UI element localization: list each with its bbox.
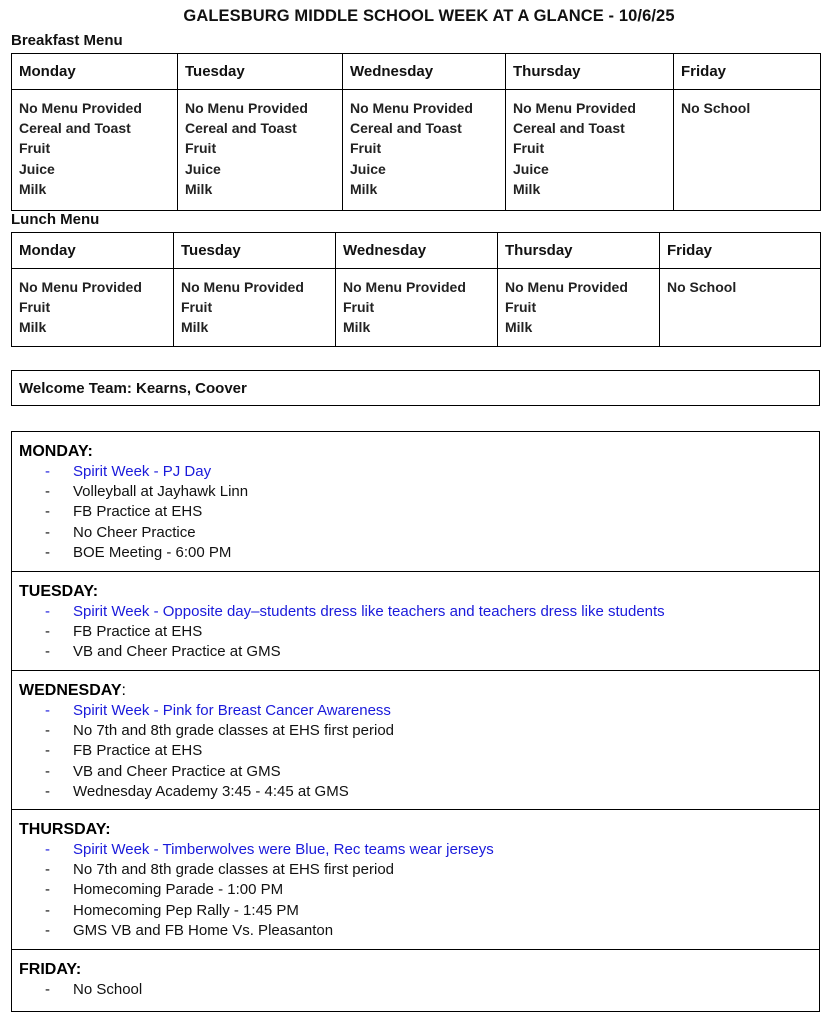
lunch-day-cell [174, 269, 336, 347]
bullet-dash: - [45, 782, 50, 800]
day-section [12, 949, 819, 1011]
breakfast-day-cell [506, 90, 674, 211]
breakfast-menu-item: Fruit [19, 140, 51, 157]
day-heading [19, 960, 819, 980]
event-list [19, 602, 819, 663]
event-text: VB and Cheer Practice at GMS [73, 762, 281, 780]
event-text: Spirit Week - Pink for Breast Cancer Awareness [73, 702, 391, 719]
breakfast-menu-item: Milk [350, 180, 378, 197]
event-item [19, 880, 819, 900]
lunch-menu-item: Milk [181, 319, 209, 336]
event-item [19, 462, 819, 482]
event-item [19, 543, 819, 563]
breakfast-menu-item: No Menu Provided [513, 100, 636, 116]
event-text: FB Practice at EHS [73, 742, 203, 760]
breakfast-menu-item: No Menu Provided [19, 100, 142, 116]
bullet-dash: - [45, 623, 50, 641]
bullet-dash: - [45, 921, 50, 939]
lunch-menu-item: No Menu Provided [343, 279, 466, 295]
breakfast-menu-item: Juice [185, 160, 221, 177]
event-text: VB and Cheer Practice at GMS [73, 643, 281, 661]
lunch-menu-item: Milk [343, 319, 371, 336]
day-section [12, 670, 819, 809]
breakfast-menu-item: No Menu Provided [350, 100, 473, 116]
day-name: TUESDAY: [19, 583, 99, 600]
day-name: FRIDAY: [19, 961, 82, 978]
event-text: Spirit Week - Timberwolves were Blue, Rec teams wear jerseys [73, 841, 494, 858]
breakfast-menu-item: Fruit [185, 140, 217, 157]
lunch-day-cell [336, 269, 498, 347]
event-item [19, 642, 819, 662]
lunch-menu-item: No Menu Provided [19, 279, 142, 295]
breakfast-menu-item: Cereal and Toast [19, 120, 131, 137]
event-text: No 7th and 8th grade classes at EHS first period [73, 722, 395, 740]
breakfast-day-cell [12, 90, 178, 211]
day-name: THURSDAY: [19, 821, 111, 838]
lunch-day-header: Friday [660, 233, 821, 269]
day-heading [19, 681, 819, 701]
breakfast-day-cell [343, 90, 506, 211]
event-item [19, 782, 819, 802]
lunch-menu-item: Fruit [181, 299, 213, 316]
breakfast-menu-item: Fruit [513, 140, 545, 157]
day-heading-suffix: : [121, 682, 126, 699]
lunch-menu-item: Milk [505, 319, 533, 336]
bullet-dash: - [45, 702, 50, 719]
breakfast-menu-item: No School [681, 100, 751, 116]
event-list [19, 462, 819, 563]
event-text: No Cheer Practice [73, 523, 196, 541]
bullet-dash: - [45, 861, 50, 879]
lunch-day-cell [498, 269, 660, 347]
lunch-menu-item: Fruit [505, 299, 537, 316]
event-item [19, 921, 819, 941]
event-text: FB Practice at EHS [73, 503, 203, 521]
bullet-dash: - [45, 643, 50, 661]
lunch-header-row [12, 233, 821, 269]
breakfast-menu-table [11, 53, 821, 211]
event-item [19, 901, 819, 921]
lunch-menu-label: Lunch Menu [11, 211, 100, 228]
bullet-dash: - [45, 463, 50, 480]
breakfast-day-header: Tuesday [178, 54, 343, 90]
breakfast-menu-label: Breakfast Menu [11, 32, 123, 49]
breakfast-header-row [12, 54, 821, 90]
breakfast-day-header: Monday [12, 54, 178, 90]
bullet-dash: - [45, 503, 50, 521]
breakfast-menu-item: Cereal and Toast [185, 120, 297, 137]
event-text: Wednesday Academy 3:45 - 4:45 at GMS [73, 782, 349, 800]
event-text: Homecoming Pep Rally - 1:45 PM [73, 901, 299, 919]
bullet-dash: - [45, 762, 50, 780]
breakfast-menu-item: Cereal and Toast [350, 120, 462, 137]
lunch-day-header: Monday [12, 233, 174, 269]
event-item [19, 701, 819, 721]
lunch-menu-item: Fruit [19, 299, 51, 316]
event-item [19, 502, 819, 522]
event-item [19, 860, 819, 880]
lunch-menu-item: Milk [19, 319, 47, 336]
breakfast-menu-item: Juice [19, 160, 55, 177]
breakfast-day-header: Friday [674, 54, 821, 90]
day-section [12, 432, 819, 571]
event-list [19, 980, 819, 1000]
day-heading [19, 820, 819, 840]
lunch-day-header: Wednesday [336, 233, 498, 269]
lunch-day-header: Tuesday [174, 233, 336, 269]
breakfast-menu-item: Milk [513, 180, 541, 197]
breakfast-menu-item: Juice [350, 160, 386, 177]
lunch-menu-item: No Menu Provided [181, 279, 304, 295]
event-item [19, 622, 819, 642]
event-item [19, 721, 819, 741]
bullet-dash: - [45, 742, 50, 760]
welcome-team: Welcome Team: Kearns, Coover [11, 370, 820, 406]
lunch-day-cell [660, 269, 821, 347]
day-heading [19, 582, 819, 602]
lunch-day-cell [12, 269, 174, 347]
event-list [19, 701, 819, 802]
event-text: BOE Meeting - 6:00 PM [73, 543, 232, 561]
weekly-schedule [11, 431, 820, 1012]
event-text: FB Practice at EHS [73, 623, 203, 641]
breakfast-items-row [12, 90, 821, 211]
lunch-menu-table [11, 232, 821, 347]
breakfast-day-header: Wednesday [343, 54, 506, 90]
event-text: Volleyball at Jayhawk Linn [73, 483, 249, 501]
breakfast-menu-item: Milk [185, 180, 213, 197]
day-name: MONDAY: [19, 443, 93, 460]
event-text: Spirit Week - Opposite day–students dress like teachers and teachers dress like students [73, 603, 665, 620]
bullet-dash: - [45, 603, 50, 620]
event-text: Homecoming Parade - 1:00 PM [73, 881, 284, 899]
bullet-dash: - [45, 981, 50, 998]
breakfast-menu-item: Fruit [350, 140, 382, 157]
breakfast-day-header: Thursday [506, 54, 674, 90]
lunch-day-header: Thursday [498, 233, 660, 269]
bullet-dash: - [45, 841, 50, 858]
event-text: No 7th and 8th grade classes at EHS first period [73, 861, 395, 879]
event-item [19, 741, 819, 761]
event-text: Spirit Week - PJ Day [73, 463, 212, 480]
bullet-dash: - [45, 881, 50, 899]
lunch-menu-item: No Menu Provided [505, 279, 628, 295]
day-name: WEDNESDAY [19, 682, 122, 699]
breakfast-day-cell [178, 90, 343, 211]
day-section [12, 571, 819, 670]
event-text: GMS VB and FB Home Vs. Pleasanton [73, 921, 334, 939]
event-item [19, 482, 819, 502]
bullet-dash: - [45, 483, 50, 501]
lunch-menu-item: No School [667, 279, 737, 295]
event-item [19, 840, 819, 860]
event-text: No School [73, 981, 143, 998]
event-item [19, 602, 819, 622]
breakfast-menu-item: Juice [513, 160, 549, 177]
lunch-menu-item: Fruit [343, 299, 375, 316]
breakfast-menu-item: Cereal and Toast [513, 120, 625, 137]
event-item [19, 762, 819, 782]
bullet-dash: - [45, 901, 50, 919]
bullet-dash: - [45, 523, 50, 541]
event-item [19, 523, 819, 543]
event-list [19, 840, 819, 941]
event-item [19, 980, 819, 1000]
bullet-dash: - [45, 722, 50, 740]
breakfast-menu-item: No Menu Provided [185, 100, 308, 116]
bullet-dash: - [45, 543, 50, 561]
lunch-items-row [12, 269, 821, 347]
page-title: GALESBURG MIDDLE SCHOOL WEEK AT A GLANCE - 10/6/25 [183, 7, 675, 25]
day-section [12, 809, 819, 949]
breakfast-day-cell [674, 90, 821, 211]
day-heading [19, 442, 819, 462]
breakfast-menu-item: Milk [19, 180, 47, 197]
